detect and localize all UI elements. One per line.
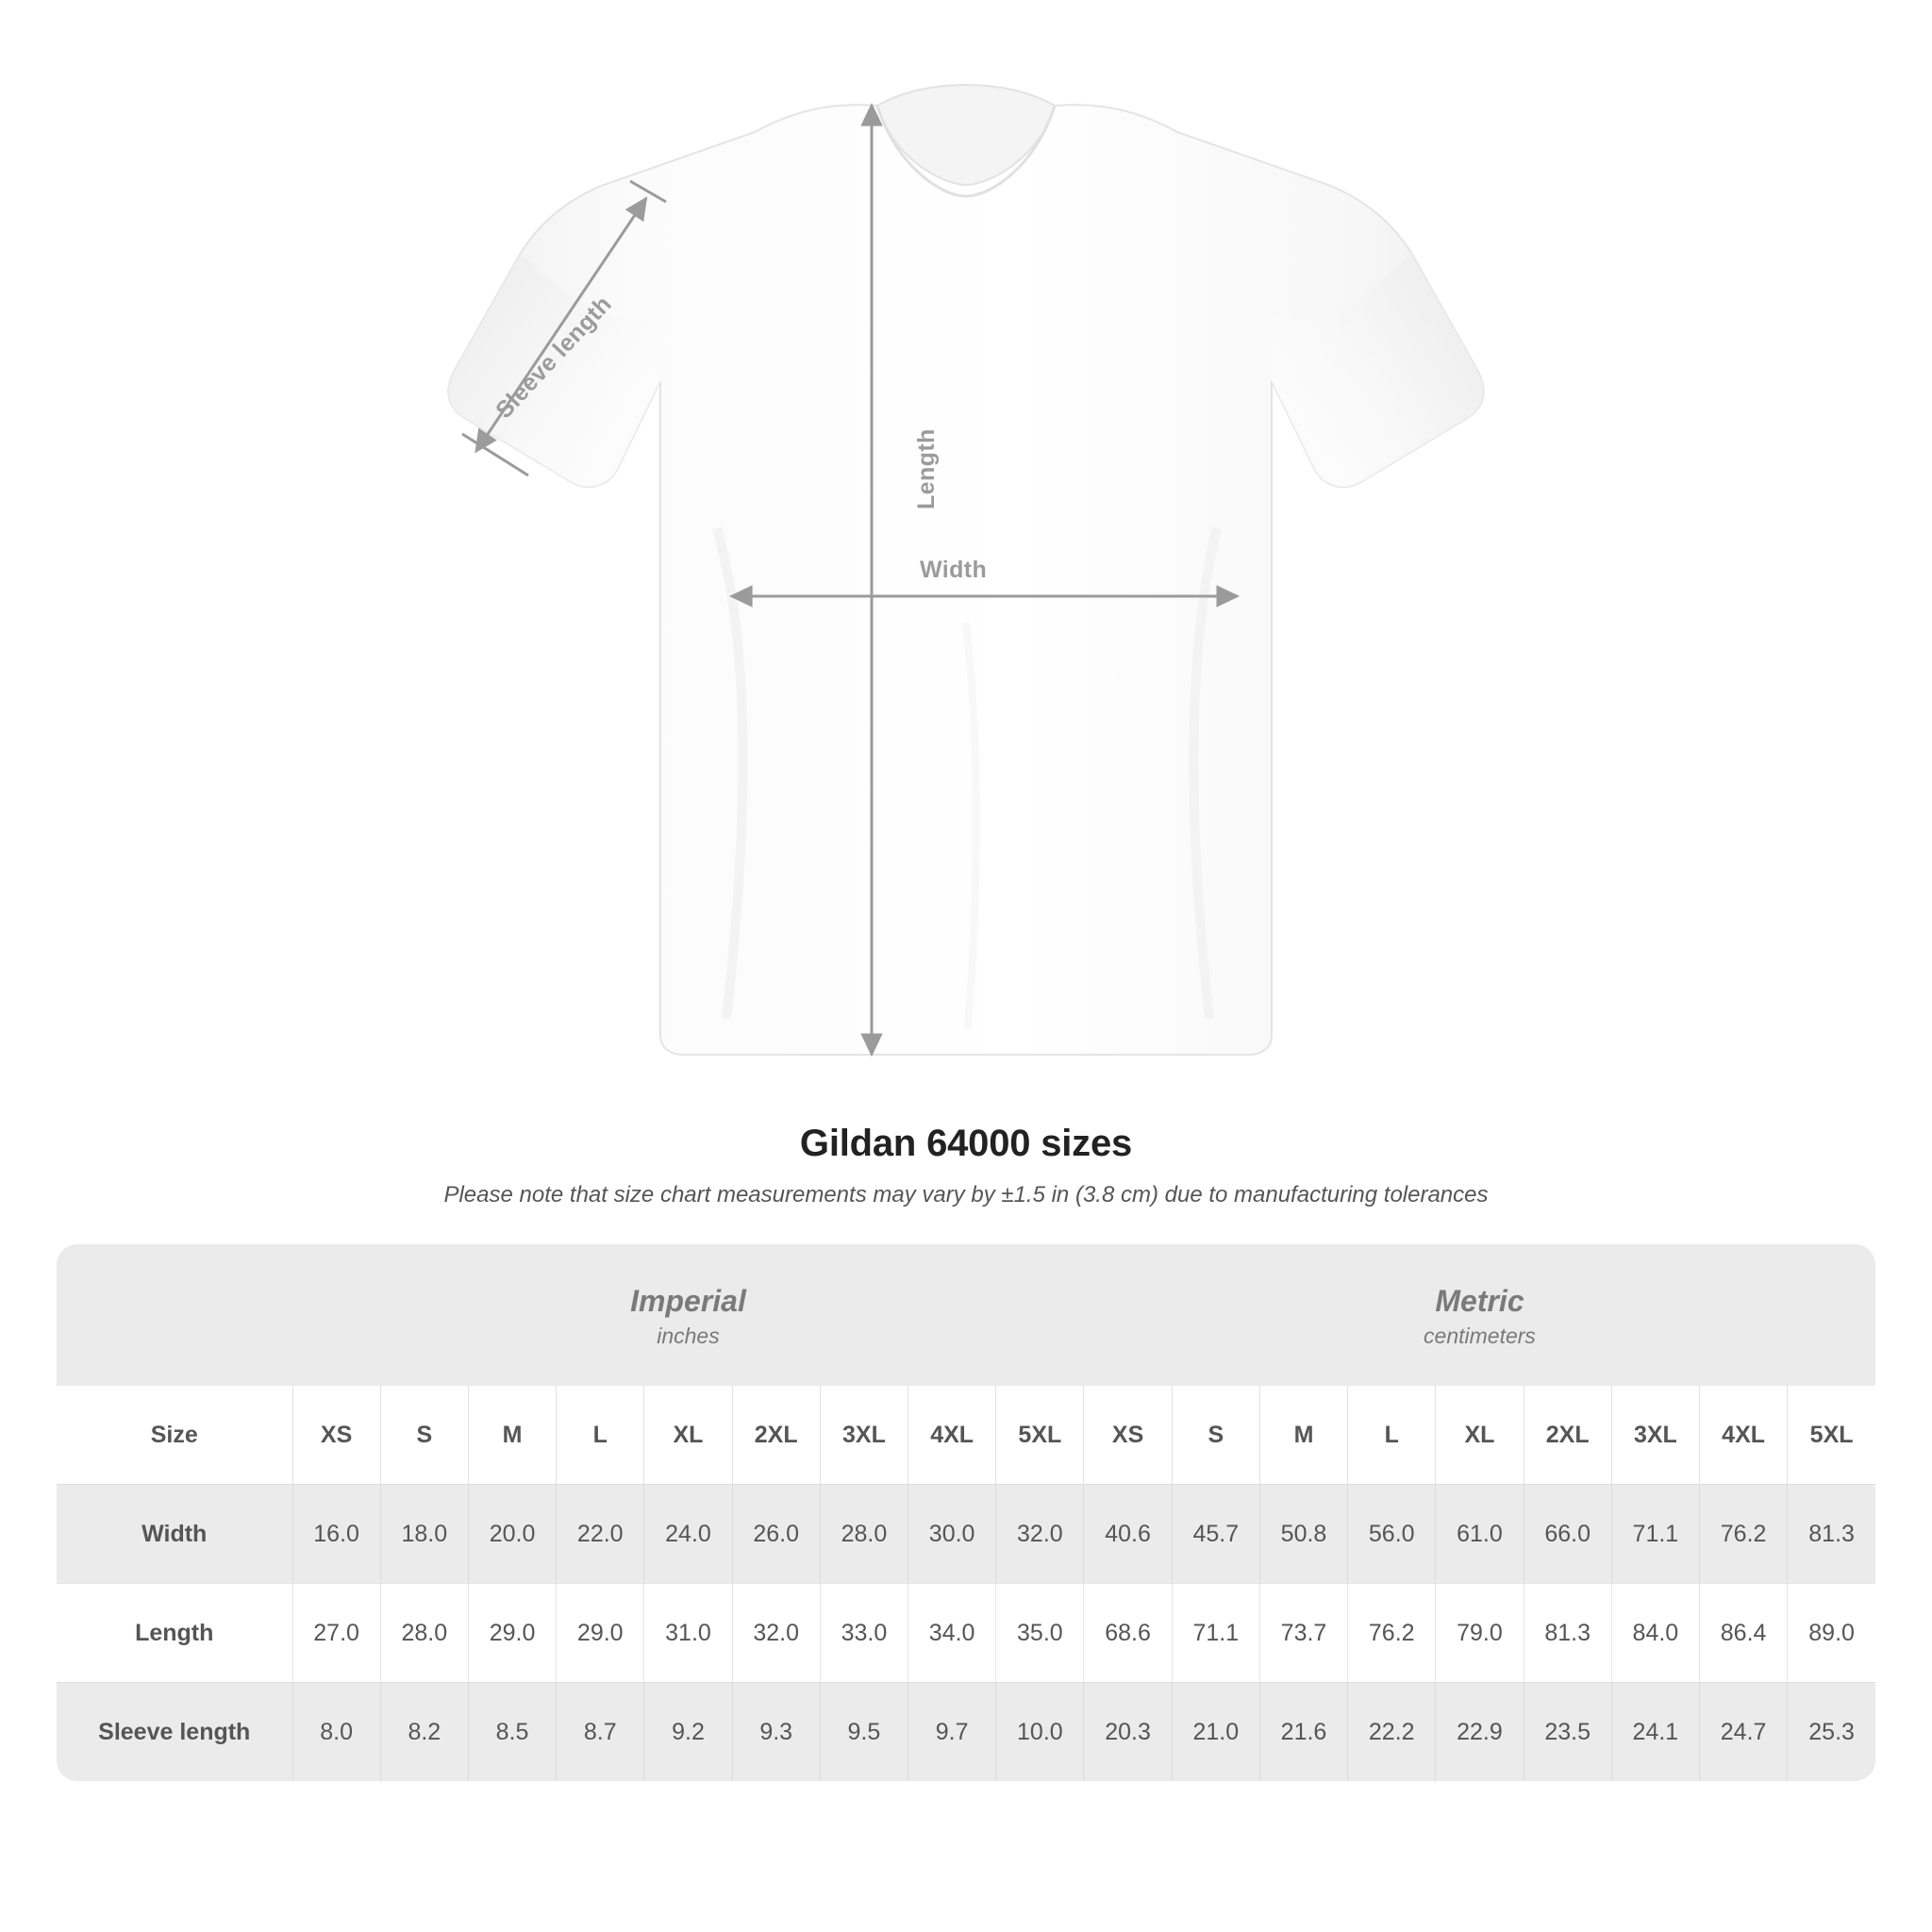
- cell-width-metric-l: 56.0: [1348, 1485, 1436, 1584]
- cell-length-metric-5xl: 89.0: [1788, 1584, 1875, 1683]
- cell-width-imperial-xl: 24.0: [644, 1485, 732, 1584]
- cell-width-imperial-xs: 16.0: [292, 1485, 380, 1584]
- cell-width-imperial-2xl: 26.0: [732, 1485, 820, 1584]
- header-metric-xl: XL: [1436, 1386, 1524, 1485]
- cell-width-imperial-l: 22.0: [557, 1485, 644, 1584]
- imperial-unit: inches: [657, 1323, 720, 1348]
- cell-length-imperial-2xl: 32.0: [732, 1584, 820, 1683]
- column-header-row: [57, 1386, 1875, 1485]
- header-metric-5xl: 5XL: [1788, 1386, 1875, 1485]
- row-label-length: Length: [57, 1584, 292, 1683]
- cell-sleeve-imperial-m: 8.5: [468, 1683, 556, 1782]
- cell-length-metric-s: 71.1: [1172, 1584, 1259, 1683]
- cell-width-metric-4xl: 76.2: [1700, 1485, 1788, 1584]
- cell-width-metric-2xl: 66.0: [1524, 1485, 1611, 1584]
- header-imperial-xl: XL: [644, 1386, 732, 1485]
- imperial-name: Imperial: [630, 1283, 746, 1318]
- system-header-row: [57, 1244, 1875, 1386]
- table-row: [57, 1683, 1875, 1782]
- header-metric-xs: XS: [1084, 1386, 1172, 1485]
- size-table-wrapper: [57, 1244, 1875, 1781]
- cell-sleeve-imperial-l: 8.7: [557, 1683, 644, 1782]
- system-header-spacer: [57, 1244, 292, 1386]
- cell-length-imperial-xl: 31.0: [644, 1584, 732, 1683]
- cell-width-imperial-s: 18.0: [380, 1485, 468, 1584]
- metric-name: Metric: [1435, 1283, 1524, 1318]
- header-imperial-4xl: 4XL: [908, 1386, 996, 1485]
- cell-sleeve-metric-2xl: 23.5: [1524, 1683, 1611, 1782]
- row-label-sleeve-length: Sleeve length: [57, 1683, 292, 1782]
- header-metric-3xl: 3XL: [1611, 1386, 1699, 1485]
- header-imperial-m: M: [468, 1386, 556, 1485]
- cell-sleeve-metric-xl: 22.9: [1436, 1683, 1524, 1782]
- sleeve-length-label: Sleeve length: [491, 291, 617, 425]
- metric-unit: centimeters: [1424, 1323, 1536, 1348]
- cell-width-imperial-m: 20.0: [468, 1485, 556, 1584]
- cell-width-imperial-3xl: 28.0: [820, 1485, 908, 1584]
- header-imperial-xs: XS: [292, 1386, 380, 1485]
- cell-sleeve-imperial-4xl: 9.7: [908, 1683, 996, 1782]
- cell-sleeve-imperial-s: 8.2: [380, 1683, 468, 1782]
- cell-sleeve-imperial-3xl: 9.5: [820, 1683, 908, 1782]
- cell-length-metric-xs: 68.6: [1084, 1584, 1172, 1683]
- page-title: Gildan 64000 sizes: [799, 1123, 1133, 1164]
- system-header-metric: [1084, 1244, 1875, 1386]
- cell-sleeve-imperial-xs: 8.0: [292, 1683, 380, 1782]
- cell-length-imperial-m: 29.0: [468, 1584, 556, 1683]
- cell-length-metric-xl: 79.0: [1436, 1584, 1524, 1683]
- size-table: [57, 1244, 1875, 1781]
- cell-sleeve-metric-xs: 20.3: [1084, 1683, 1172, 1782]
- header-metric-l: L: [1348, 1386, 1436, 1485]
- cell-length-imperial-l: 29.0: [557, 1584, 644, 1683]
- system-header-imperial: [292, 1244, 1084, 1386]
- cell-length-imperial-5xl: 35.0: [996, 1584, 1084, 1683]
- header-imperial-5xl: 5XL: [996, 1386, 1084, 1485]
- cell-sleeve-metric-4xl: 24.7: [1700, 1683, 1788, 1782]
- cell-length-imperial-xs: 27.0: [292, 1584, 380, 1683]
- header-imperial-2xl: 2XL: [732, 1386, 820, 1485]
- header-imperial-s: S: [380, 1386, 468, 1485]
- header-metric-4xl: 4XL: [1700, 1386, 1788, 1485]
- cell-width-metric-xs: 40.6: [1084, 1485, 1172, 1584]
- cell-sleeve-imperial-xl: 9.2: [644, 1683, 732, 1782]
- cell-sleeve-imperial-5xl: 10.0: [996, 1683, 1084, 1782]
- cell-sleeve-metric-m: 21.6: [1259, 1683, 1347, 1782]
- cell-sleeve-metric-l: 22.2: [1348, 1683, 1436, 1782]
- header-imperial-l: L: [557, 1386, 644, 1485]
- header-metric-m: M: [1259, 1386, 1347, 1485]
- cell-sleeve-imperial-2xl: 9.3: [732, 1683, 820, 1782]
- cell-width-metric-m: 50.8: [1259, 1485, 1347, 1584]
- width-label: Width: [920, 557, 988, 583]
- cell-width-imperial-4xl: 30.0: [908, 1485, 996, 1584]
- cell-length-metric-3xl: 84.0: [1611, 1584, 1699, 1683]
- cell-length-metric-2xl: 81.3: [1524, 1584, 1611, 1683]
- header-size: Size: [57, 1386, 292, 1485]
- cell-width-metric-3xl: 71.1: [1611, 1485, 1699, 1584]
- table-row: [57, 1584, 1875, 1683]
- cell-length-metric-4xl: 86.4: [1700, 1584, 1788, 1683]
- cell-width-metric-s: 45.7: [1172, 1485, 1259, 1584]
- cell-length-imperial-3xl: 33.0: [820, 1584, 908, 1683]
- cell-sleeve-metric-3xl: 24.1: [1611, 1683, 1699, 1782]
- cell-length-metric-l: 76.2: [1348, 1584, 1436, 1683]
- cell-length-imperial-s: 28.0: [380, 1584, 468, 1683]
- length-label: Length: [913, 428, 940, 509]
- row-label-width: Width: [57, 1485, 292, 1584]
- cell-width-metric-xl: 61.0: [1436, 1485, 1524, 1584]
- cell-length-imperial-4xl: 34.0: [908, 1584, 996, 1683]
- table-row: [57, 1485, 1875, 1584]
- header-metric-2xl: 2XL: [1524, 1386, 1611, 1485]
- cell-sleeve-metric-s: 21.0: [1172, 1683, 1259, 1782]
- cell-width-imperial-5xl: 32.0: [996, 1485, 1084, 1584]
- header-imperial-3xl: 3XL: [820, 1386, 908, 1485]
- title-block: [0, 1123, 1932, 1208]
- cell-sleeve-metric-5xl: 25.3: [1788, 1683, 1875, 1782]
- page-subtitle: Please note that size chart measurements may vary by ±1.5 in (3.8 cm) due to manufacturing tolerances: [443, 1182, 1489, 1208]
- cell-width-metric-5xl: 81.3: [1788, 1485, 1875, 1584]
- header-metric-s: S: [1172, 1386, 1259, 1485]
- cell-length-metric-m: 73.7: [1259, 1584, 1347, 1683]
